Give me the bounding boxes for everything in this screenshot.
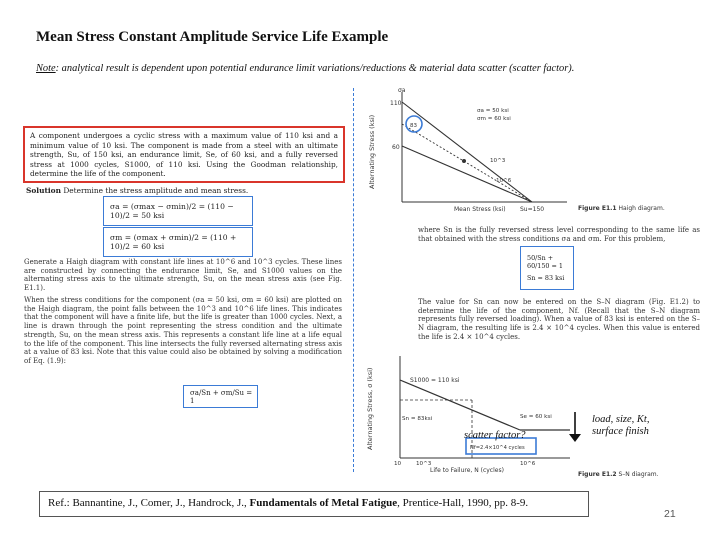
haigh-ytick-60: 60 [392,144,400,151]
reference-box [39,491,589,517]
where-paragraph: where Sn is the fully reversed stress level corresponding to the same life as that obtained with the stress conditions σa and σm. For this problem, [418,226,700,243]
factors-label-line1: load, size, Kt, [592,414,650,425]
haigh-legend-sigma-m: σm = 60 ksi [477,116,511,122]
haigh-life-line-1e6 [402,146,532,202]
note-line [36,63,574,74]
haigh-constant-life-line [402,124,532,202]
sn-x-tick-1e6: 10^6 [520,461,536,467]
sn-paragraph: The value for Sn can now be entered on the S–N diagram (Fig. E1.2) to determine the life of the component, Nf. (Recall that the S–N diagram represents fully reversed loading). When a value of 83 ksi is entered on the S–N diagram, the resulting life is 2.4 × 10^4 cycles. When this value is entered the life is 2.4 × 10^4 cycles. [418,298,700,341]
sn-diagram [360,350,580,475]
mean-equation: σm = (σmax + σmin)/2 = (110 + 10)/2 = 60 ksi [110,233,237,251]
sn-x-label: Life to Failure, N (cycles) [430,467,504,474]
plot-paragraph: When the stress conditions for the component (σa = 50 ksi, σm = 60 ksi) are plotted on the Haigh diagram, the point falls between the 10^3 and 10^6 life lines. This indicates that the component will have a finite life, but the life is greater than 1000 cycles. Next, a line is drawn through the point representing the stress condition and the ultimate strength, Su, on the mean stress axis. This represents a constant life line at a life equal to the life of the component. This line intersects the fully reversed alternating stress axis at a value of 83 ksi. Note that this value could also be obtained by solving a modification of Eq. (1.9): [24,296,342,365]
haigh-paragraph: Generate a Haigh diagram with constant life lines at 10^6 and 10^3 cycles. These lines are constructed by connecting the endurance limit, Se, and S1000 values on the alternating stress axis to the ultimate strength, Su, on the mean stress axis (see Fig. E1.1). [24,258,342,293]
column-divider [353,88,354,472]
solution-line [26,186,248,195]
solution-text: Determine the stress amplitude and mean stress. [63,186,249,195]
note-label: Note [36,63,56,74]
haigh-ytick-110: 110 [390,100,402,107]
reference-prefix: Ref.: Bannantine, J., Comer, J., Handrock, J., [48,497,250,509]
sn-life-label: Nf=2.4×10^4 cycles [470,445,525,451]
haigh-y-label: Alternating Stress (ksi) [368,114,376,189]
page-number: 21 [664,508,676,520]
haigh-sigma-a-label: σa [398,87,406,94]
factors-label [592,414,649,438]
haigh-life-line-1000 [402,102,532,202]
factors-label-line2: surface finish [592,426,649,437]
sn-caption [578,471,659,478]
sn-caption-text: S–N diagram. [618,471,659,478]
reference-suffix: , Prentice-Hall, 1990, pp. 8-9. [397,497,529,509]
haigh-su-label: Su=150 [520,206,545,213]
goodman-equation: σa/Sn + σm/Su = 1 [190,388,253,405]
haigh-life-label-1000: 10^3 [490,158,506,164]
haigh-caption-text: Haigh diagram. [618,205,665,212]
sn-x-tick-1e3: 10^3 [416,461,432,467]
slide-title: Mean Stress Constant Amplitude Service Life Example [36,29,389,45]
scatter-factor-label: scatter factor? [464,430,526,441]
sn-caption-number: Figure E1.2 [578,471,617,478]
reference-book-title: Fundamentals of Metal Fatigue [249,497,398,509]
amplitude-equation: σa = (σmax − σmin)/2 = (110 − 10)/2 = 50 ksi [110,202,234,220]
problem-statement-box: A component undergoes a cyclic stress with a maximum value of 110 ksi and a minimum value of 10 ksi. The component is made from a steel with an ultimate strength, Su, of 150 ksi, an endurance limit, Se, of 60 ksi, and a fully reversed stress at 1000 cycles, S1000, of 110 ksi. Using the Goodman relationship, determine the life of the component. [23,126,345,183]
haigh-point-83: 83 [410,123,417,129]
goodman-equation-box [183,385,258,408]
haigh-legend-sigma-a: σa = 50 ksi [477,108,509,114]
sn-y-label: Alternating Stress, σ (ksi) [366,367,374,450]
sn-curve [400,380,520,430]
haigh-diagram [362,84,582,216]
factors-arrow [560,408,590,444]
sn-sn-label: Sn = 83ksi [402,416,433,422]
sn-se-label: Se = 60 ksi [520,414,552,420]
haigh-stress-point [462,159,466,163]
sn-result-equation: Sn = 83 ksi [527,274,565,282]
haigh-caption [578,205,665,212]
haigh-life-label-1e6: 10^6 [496,178,512,184]
haigh-caption-number: Figure E1.1 [578,205,617,212]
amplitude-equation-box [103,196,253,226]
sn-x-tick-10: 10 [394,461,402,467]
mean-equation-box [103,227,253,257]
note-text: : analytical result is dependent upon potential endurance limit variations/reductions & material data scatter (scatter factor). [55,63,575,74]
sn-s1000-label: S1000 = 110 ksi [410,377,460,384]
haigh-x-label: Mean Stress (ksi) [454,206,506,213]
sn-equation-box [520,246,574,290]
solution-label: Solution [26,186,61,195]
sn-check-equation: 50/Sn + 60/150 = 1 [527,254,563,270]
